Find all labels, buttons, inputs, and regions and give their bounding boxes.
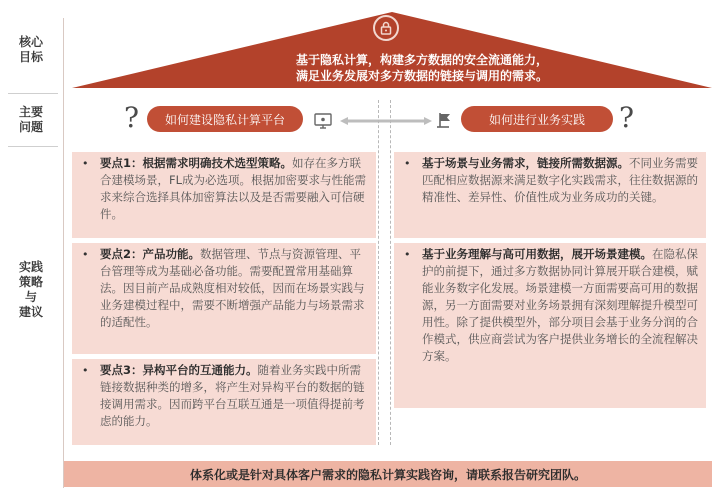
right-card-2 [394,243,706,408]
side-label-question-text: 主要 问题 [18,105,43,134]
goal-line-1: 基于隐私计算，构建多方数据的安全流通能力， [295,53,548,67]
goal-line-2: 满足业务发展对多方数据的链接与调用的需求。 [295,69,548,83]
computer-lock-icon [313,111,333,131]
card-heading: 要点2：产品功能。 [100,247,201,261]
card-body: 如存在多方联合建模场景，FL成为必选项。根据加密要求与性能需求来综合选择具体加密算法以及是否需要融入可信硬件。 [100,156,367,221]
side-label-practice [0,250,62,330]
bullet-icon: • [82,157,89,170]
bullet-icon: • [404,248,411,261]
side-divider [63,18,64,488]
card-heading: 要点1：根据需求明确技术选型策略。 [100,156,292,170]
card-heading: 基于业务理解与高可用数据，展开场景建模。 [422,247,652,261]
card-body: 不同业务需要匹配相应数据源来满足数字化实践需求，往往数据源的精准性、差异性、价值性成为业务成功的关键。 [422,156,698,204]
flag-icon [435,110,455,130]
question-right-pill: 如何进行业务实践 [461,106,613,132]
question-left-pill: 如何建设隐私计算平台 [147,106,303,132]
left-card-1 [72,152,376,238]
lock-icon [373,15,399,41]
bullet-icon: • [404,157,411,170]
card-heading: 基于场景与业务需求，链接所需数据源。 [422,156,629,170]
separator [8,93,58,94]
card-body: 随着业务实践中所需链接数据种类的增多，将产生对异构平台的数据的链接调用需求。因而跨平台互联互通是一项值得提前考虑的能力。 [100,363,365,428]
right-card-1 [394,152,706,238]
card-body: 在隐私保护的前提下，通过多方数据协同计算展开联合建模，赋能业务数字化发展。场景建模一方面需要高可用的数据源，另一方面需要对业务场景拥有深刻理解提升模型可用性。除了提供模型外，部分项目会基于业务分润的合作模式，供应商尝试为客户提供业务增长的全流程解决方案。 [422,247,698,363]
footer-banner: 体系化或是针对具体客户需求的隐私计算实践咨询，请联系报告研究团队。 [64,461,712,487]
question-mark-icon: ? [619,101,635,134]
dashed-divider-left [378,100,379,445]
bullet-icon: • [82,248,89,261]
side-label-goal [0,30,62,70]
dashed-divider-right [390,100,391,445]
card-body: 数据管理、节点与资源管理、平台管理等成为基础必备功能。需要配置常用基础算法。因目前产品成熟度相对较低，因而在场景实践与业务建模过程中，需要不断增强产品能力与场景需求的适配性。 [100,247,365,329]
double-arrow-icon [340,117,432,125]
bullet-icon: • [82,364,89,377]
left-card-2 [72,243,376,354]
separator [8,146,58,147]
side-label-practice-text: 实践 策略 与 建议 [18,260,43,319]
left-card-3 [72,359,376,445]
side-label-goal-text: 核心 目标 [18,35,43,64]
question-mark-icon: ? [124,101,140,134]
side-label-question [0,100,62,140]
card-heading: 要点3：异构平台的互通能力。 [100,363,258,377]
